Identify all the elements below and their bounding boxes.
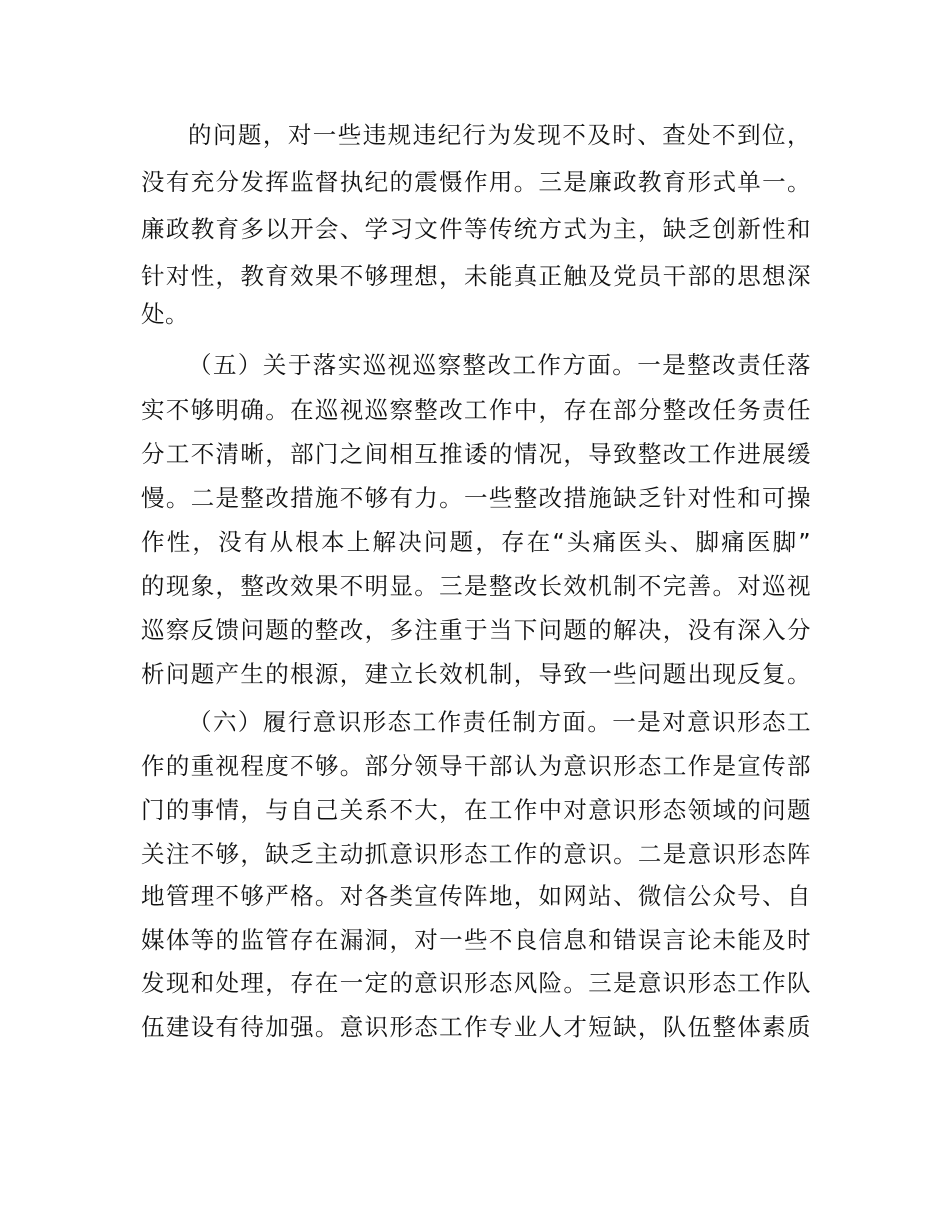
text-line: 廉政教育多以开会、学习文件等传统方式为主，缺乏创新性和 — [141, 215, 811, 243]
text-line: 实不够明确。在巡视巡察整改工作中，存在部分整改任务责任 — [141, 396, 811, 424]
text-line: 伍建设有待加强。意识形态工作专业人才短缺，队伍整体素质 — [141, 1013, 811, 1041]
text-line: 作性，没有从根本上解决问题，存在“头痛医头、脚痛医脚” — [141, 528, 811, 556]
text-line: 慢。二是整改措施不够有力。一些整改措施缺乏针对性和可操 — [141, 484, 811, 512]
text-line: （五）关于落实巡视巡察整改工作方面。一是整改责任落 — [188, 351, 811, 379]
text-line: 地管理不够严格。对各类宣传阵地，如网站、微信公众号、自 — [141, 882, 811, 910]
text-line: 巡察反馈问题的整改，多注重于当下问题的解决，没有深入分 — [141, 616, 811, 644]
text-line: 处。 — [141, 300, 189, 328]
text-line: 没有充分发挥监督执纪的震慑作用。三是廉政教育形式单一。 — [141, 168, 811, 196]
text-line: 关注不够，缺乏主动抓意识形态工作的意识。二是意识形态阵 — [141, 840, 811, 868]
text-line: 分工不清晰，部门之间相互推诿的情况，导致整改工作进展缓 — [141, 440, 811, 468]
text-line: 发现和处理，存在一定的意识形态风险。三是意识形态工作队 — [141, 969, 811, 997]
text-line: 析问题产生的根源，建立长效机制，导致一些问题出现反复。 — [141, 660, 811, 688]
text-line: 的现象，整改效果不明显。三是整改长效机制不完善。对巡视 — [141, 572, 811, 600]
text-line: 的问题，对一些违规违纪行为发现不及时、查处不到位， — [188, 121, 811, 149]
text-line: 媒体等的监管存在漏洞，对一些不良信息和错误言论未能及时 — [141, 926, 811, 954]
text-line: 作的重视程度不够。部分领导干部认为意识形态工作是宣传部 — [141, 752, 811, 780]
text-line: 针对性，教育效果不够理想，未能真正触及党员干部的思想深 — [141, 262, 811, 290]
text-line: 门的事情，与自己关系不大，在工作中对意识形态领域的问题 — [141, 796, 811, 824]
text-line: （六）履行意识形态工作责任制方面。一是对意识形态工 — [188, 708, 811, 736]
